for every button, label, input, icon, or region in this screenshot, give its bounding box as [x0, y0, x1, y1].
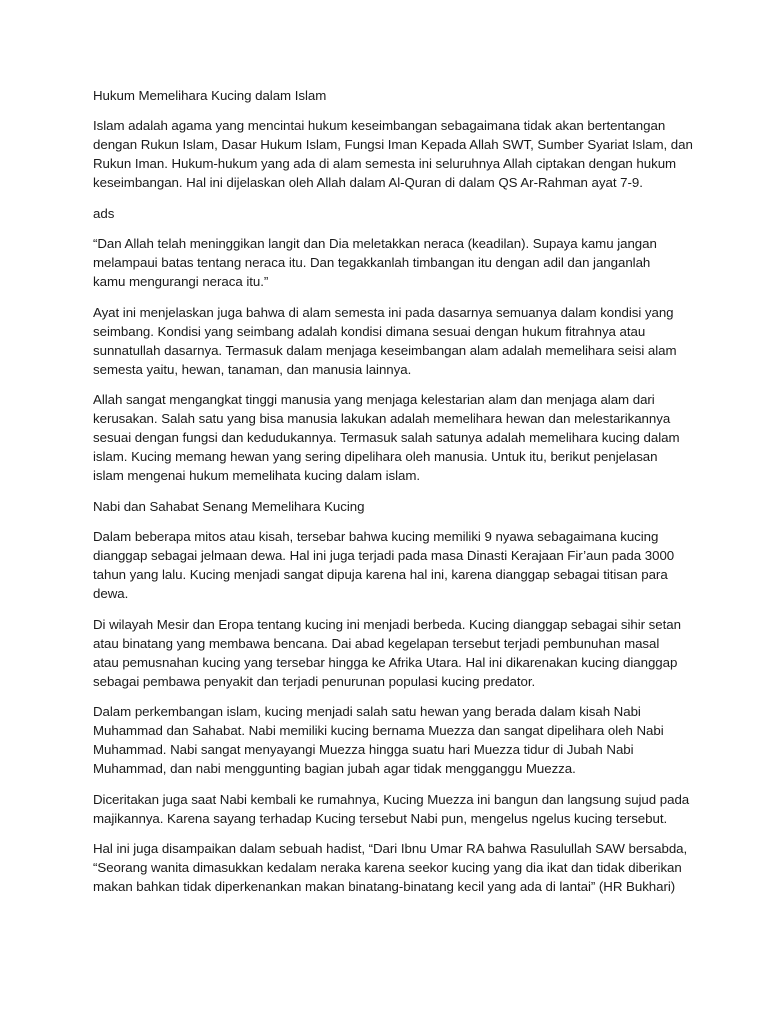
paragraph-line: “Seorang wanita dimasukkan kedalam neraka karena seekor kucing yang dia ikat dan tidak diberikan — [93, 860, 682, 875]
ads-label: ads — [93, 206, 115, 221]
paragraph-line: seimbang. Kondisi yang seimbang adalah kondisi dimana sesuai dengan hukum fitrahnya atau — [93, 324, 646, 339]
quote-line: melampaui batas tentang neraca itu. Dan tegakkanlah timbangan itu dengan adil dan janganlah — [93, 255, 651, 270]
paragraph-line: sebagai pembawa penyakit dan terjadi penurunan populasi kucing predator. — [93, 674, 536, 689]
paragraph-line: Muhammad, dan nabi menggunting bagian jubah agar tidak mengganggu Muezza. — [93, 761, 576, 776]
paragraph-line: Rukun Iman. Hukum-hukum yang ada di alam semesta ini seluruhnya Allah ciptakan dengan hukum — [93, 156, 677, 171]
paragraph-line: Dalam perkembangan islam, kucing menjadi salah satu hewan yang berada dalam kisah Nabi — [93, 704, 641, 719]
paragraph-line: sesuai dengan fungsi dan kedudukannya. Termasuk salah satunya adalah memelihara kucing dalam — [93, 430, 680, 445]
quote-line: kamu mengurangi neraca itu.” — [93, 274, 269, 289]
quote-line: “Dan Allah telah meninggikan langit dan Dia meletakkan neraca (keadilan). Supaya kamu jangan — [93, 236, 657, 251]
paragraph-line: Muhammad. Nabi sangat menyayangi Muezza hingga suatu hari Muezza tidur di Jubah Nabi — [93, 742, 634, 757]
section-subtitle: Nabi dan Sahabat Senang Memelihara Kucing — [93, 499, 365, 514]
paragraph-line: semesta yaitu, hewan, tanaman, dan manusia lainnya. — [93, 362, 412, 377]
paragraph-line: Dalam beberapa mitos atau kisah, tersebar bahwa kucing memiliki 9 nyawa sebagaimana kucing — [93, 529, 659, 544]
paragraph-line: makan bahkan tidak diperkenankan makan binatang-binatang kecil yang ada di lantai” (HR Bukhari) — [93, 879, 676, 894]
paragraph-line: Diceritakan juga saat Nabi kembali ke rumahnya, Kucing Muezza ini bangun dan langsung sujud pada — [93, 792, 690, 807]
paragraph-line: Muhammad dan Sahabat. Nabi memiliki kucing bernama Muezza dan sangat dipelihara oleh Nabi — [93, 723, 664, 738]
paragraph-line: Allah sangat mengangkat tinggi manusia yang menjaga kelestarian alam dan menjaga alam dari — [93, 392, 655, 407]
paragraph-line: atau binatang yang membawa bencana. Dai abad kegelapan tersebut terjadi pembunuhan masal — [93, 636, 660, 651]
paragraph-line: islam. Kucing memang hewan yang sering dipelihara oleh manusia. Untuk itu, berikut penjelasan — [93, 449, 658, 464]
paragraph-line: Hal ini juga disampaikan dalam sebuah hadist, “Dari Ibnu Umar RA bahwa Rasulullah SAW bersabda, — [93, 841, 688, 856]
paragraph-line: Ayat ini menjelaskan juga bahwa di alam semesta ini pada dasarnya semuanya dalam kondisi yang — [93, 305, 674, 320]
paragraph-line: sunnatullah dasarnya. Termasuk dalam menjaga keseimbangan alam adalah memelihara seisi alam — [93, 343, 677, 358]
paragraph-line: majikannya. Karena sayang terhadap Kucing tersebut Nabi pun, mengelus ngelus kucing tersebut. — [93, 811, 668, 826]
paragraph-line: tahun yang lalu. Kucing menjadi sangat dipuja karena hal ini, karena dianggap sebagai titisan para — [93, 567, 668, 582]
paragraph-line: keseimbangan. Hal ini dijelaskan oleh Allah dalam Al-Quran di dalam QS Ar-Rahman ayat 7-9. — [93, 175, 643, 190]
paragraph-line: dewa. — [93, 586, 129, 601]
paragraph-line: Di wilayah Mesir dan Eropa tentang kucing ini menjadi berbeda. Kucing dianggap sebagai sihir setan — [93, 617, 681, 632]
paragraph-line: kerusakan. Salah satu yang bisa manusia lakukan adalah memelihara hewan dan melestarikannya — [93, 411, 671, 426]
document-title: Hukum Memelihara Kucing dalam Islam — [93, 88, 327, 103]
paragraph-line: dianggap sebagai jelmaan dewa. Hal ini juga terjadi pada masa Dinasti Kerajaan Fir’aun pada 3000 — [93, 548, 675, 563]
paragraph-line: dengan Rukun Islam, Dasar Hukum Islam, Fungsi Iman Kepada Allah SWT, Sumber Syariat Islam, dan — [93, 137, 693, 152]
paragraph-line: atau pemusnahan kucing yang tersebar hingga ke Afrika Utara. Hal ini dikarenakan kucing dianggap — [93, 655, 678, 670]
paragraph-line: Islam adalah agama yang mencintai hukum keseimbangan sebagaimana tidak akan bertentangan — [93, 118, 666, 133]
paragraph-line: islam mengenai hukum memelihata kucing dalam islam. — [93, 468, 421, 483]
